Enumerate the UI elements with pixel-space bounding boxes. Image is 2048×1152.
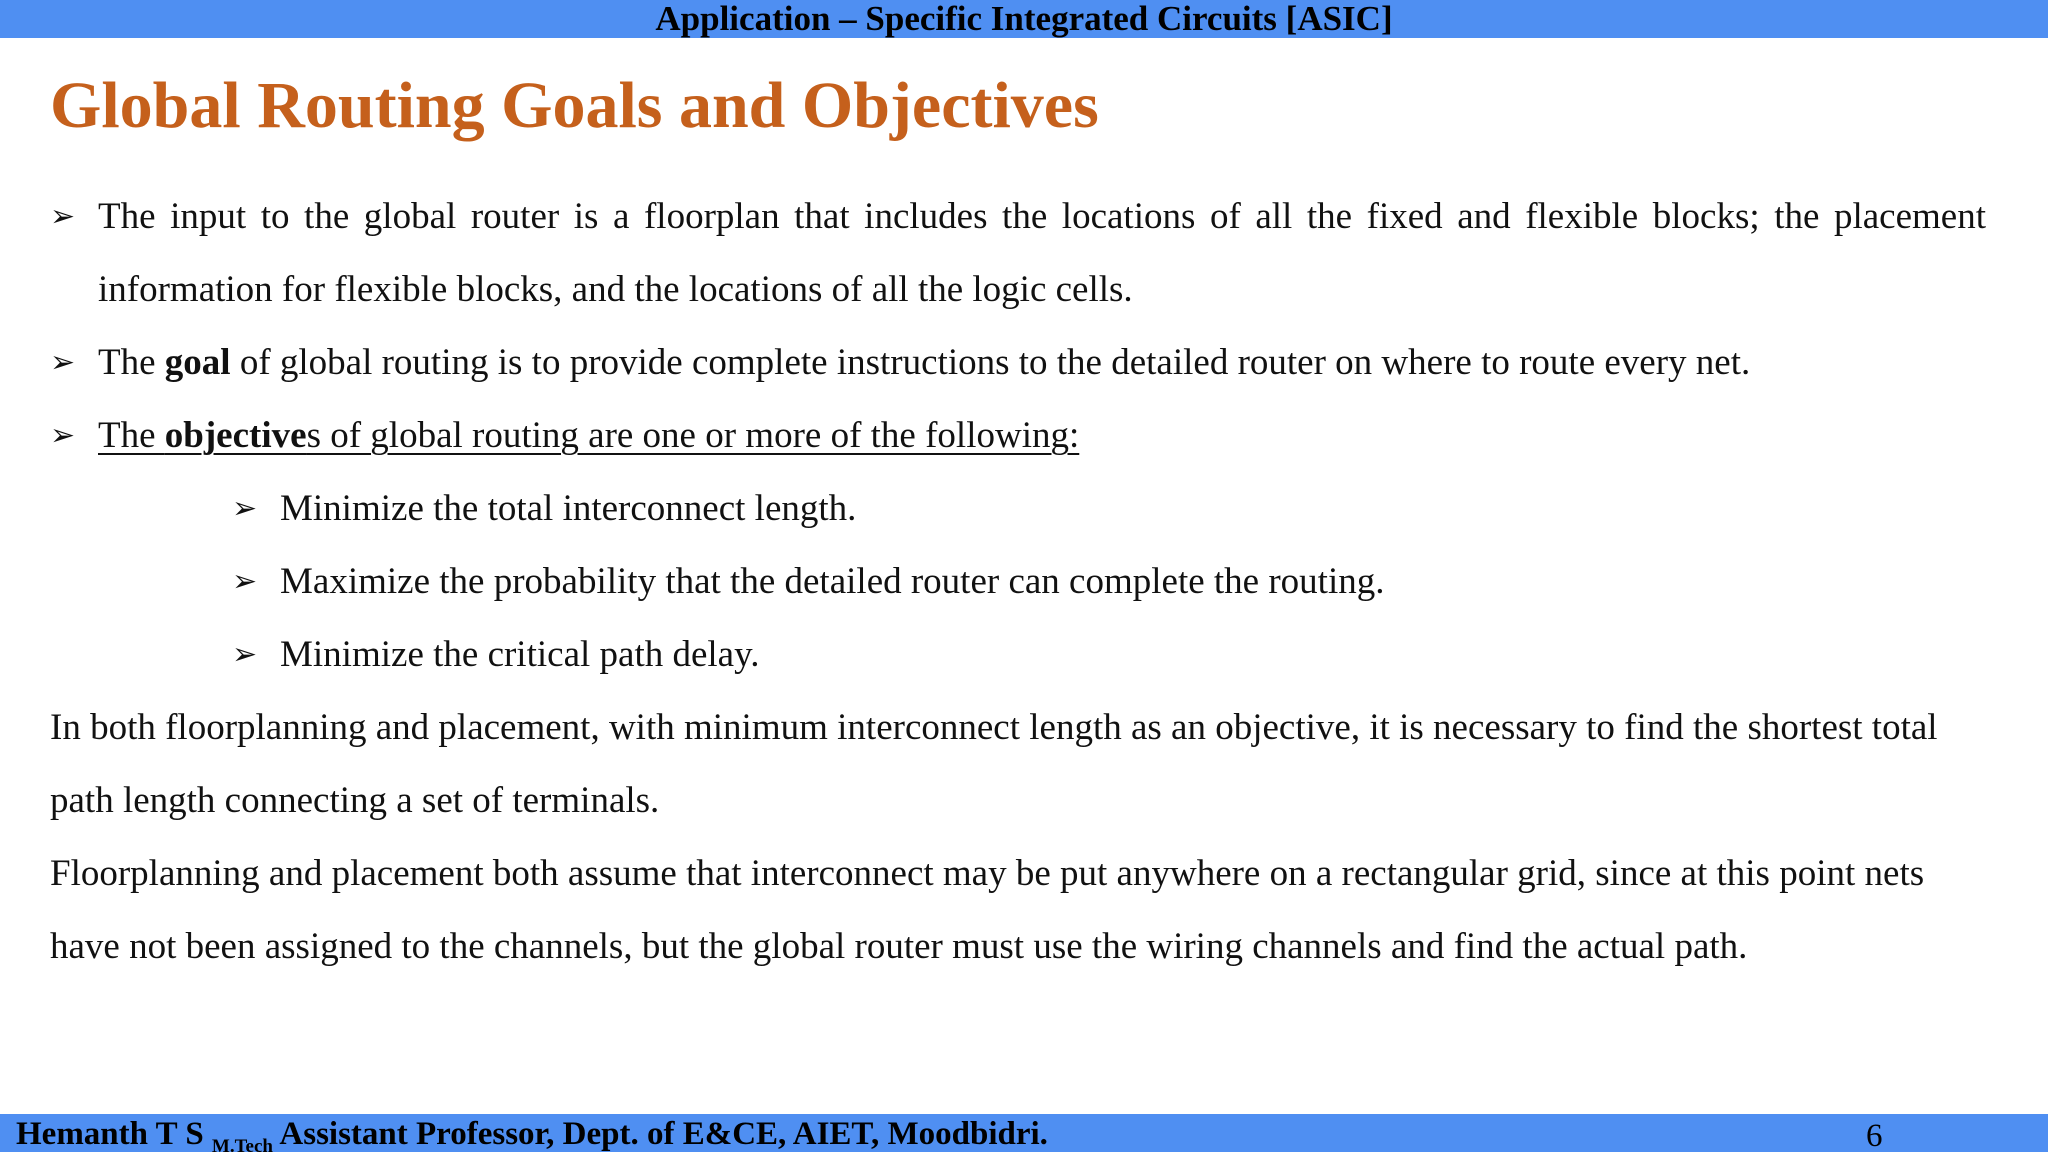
sub-bullet [232,618,1986,691]
bullet-text: The input to the global router is a floorplan that includes the locations of all the fixed and flexible blocks; the placement information for flexible blocks, and the locations of all the logic cells. [98,196,1986,310]
bullet-text [98,326,1986,399]
paragraph-wiring-channels: Floorplanning and placement both assume that interconnect may be put anywhere on a rectangular grid, since at this point nets have not been assigned to the channels, but the global router must use the wiring channels and find the actual path. [50,853,1925,967]
bold-term-objective: objective [164,415,307,456]
header-bar [0,0,2048,38]
sub-bullet [232,545,1986,618]
sub-bullet-text: Minimize the total interconnect length. [280,488,857,529]
author-name: Hemanth T S [16,1116,204,1152]
bullet-text-rest: s of global routing are one or more of the following: [306,415,1080,456]
bullet-text-start: The [98,342,165,383]
bullet-text [98,399,1986,472]
bullet-input [50,180,1986,326]
bullet-text-rest: of global routing is to provide complete instructions to the detailed router on where to route every net. [230,342,1751,383]
sub-bullet-text: Maximize the probability that the detailed router can complete the routing. [280,561,1385,602]
arrow-bullet-icon: ➢ [50,199,76,234]
sub-bullet-text: Minimize the critical path delay. [280,634,760,675]
arrow-bullet-icon: ➢ [50,345,76,380]
bold-term-goal: goal [164,342,231,383]
course-title: Application – Specific Integrated Circuits [ASIC] [655,0,1393,38]
bullet-text-start: The [98,415,165,456]
page-number: 6 [1866,1118,1883,1152]
arrow-bullet-icon: ➢ [232,637,258,672]
arrow-bullet-icon: ➢ [232,491,258,526]
arrow-bullet-icon: ➢ [232,564,258,599]
slide-title: Global Routing Goals and Objectives [50,69,1099,142]
footer-bar [0,1114,2048,1152]
paragraph-shortest-path: In both floorplanning and placement, with minimum interconnect length as an objective, it is necessary to find the shortest total path length connecting a set of terminals. [50,707,1938,821]
arrow-bullet-icon: ➢ [50,418,76,453]
author-degree: M.Tech [211,1136,273,1152]
bullet-objectives [50,399,1986,472]
author-position: Assistant Professor, Dept. of E&CE, AIET, Moodbidri. [272,1116,1048,1152]
footer-credit [16,1114,1048,1152]
bullet-goal [50,326,1986,399]
sub-bullet [232,472,1986,545]
slide-content [50,180,1986,983]
